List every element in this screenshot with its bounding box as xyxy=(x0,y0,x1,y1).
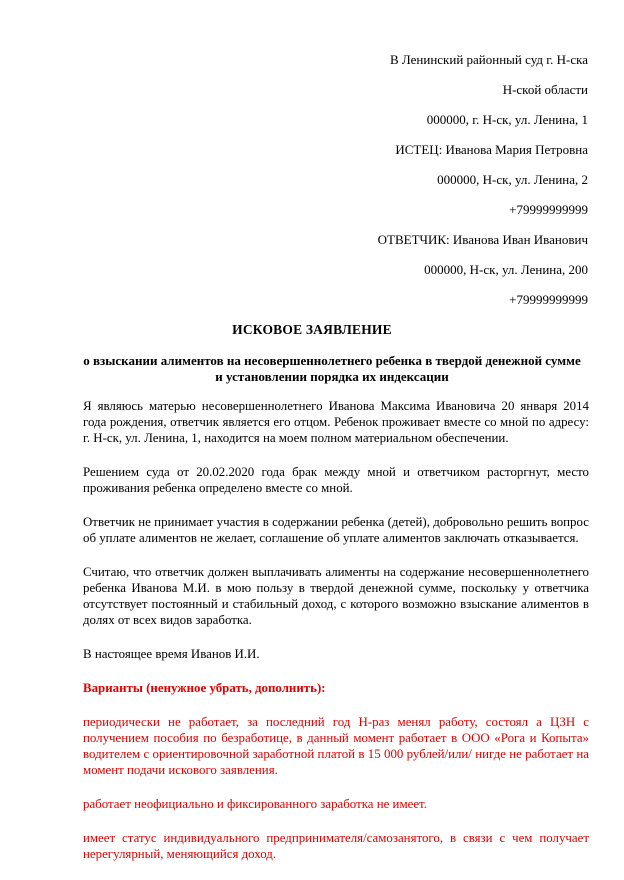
defendant-address: 000000, Н-ск, ул. Ленина, 200 xyxy=(424,262,588,277)
variants-heading: Варианты (ненужное убрать, дополнить): xyxy=(83,681,326,695)
subtitle-line-1: о взыскании алиментов на несовершеннолетнего ребенка в твердой денежной сумме xyxy=(83,353,581,368)
paragraph-fixed-sum-claim: Считаю, что ответчик должен выплачивать алименты на содержание несовершеннолетнего ребенка Иванова М.И. в мою пользу в твердой денежной сумме, поскольку у ответчика отсутствует постоянный и стабильный доход, с которого возможно взыскание алиментов в долях от всех видов заработка. xyxy=(83,565,589,627)
document-body xyxy=(83,398,589,880)
subtitle-line-2: и установлении порядка их индексации xyxy=(215,369,449,384)
paragraph-divorce: Решением суда от 20.02.2020 года брак между мной и ответчиком расторгнут, место проживания ребенка определено вместе со мной. xyxy=(83,465,589,495)
plaintiff-name: ИСТЕЦ: Иванова Мария Петровна xyxy=(395,142,588,157)
variant-entrepreneur: имеет статус индивидуального предпринимателя/самозанятого, в связи с чем получает нерегулярный, меняющийся доход. xyxy=(83,831,589,861)
court-region: Н-ской области xyxy=(502,82,588,97)
variant-periodic-work: периодически не работает, за последний год Н-раз менял работу, состоял а ЦЗН с получением пособия по безработице, в данный момент работает в ООО «Рога и Копыта» водителем с ориентировочной заработной платой в 15 000 рублей/или/ нигде не работает на момент подачи искового заявления. xyxy=(83,715,589,777)
defendant-name: ОТВЕТЧИК: Иванова Иван Иванович xyxy=(377,232,588,247)
defendant-phone: +79999999999 xyxy=(509,292,588,307)
paragraph-current-status: В настоящее время Иванов И.И. xyxy=(83,647,260,661)
document-subtitle xyxy=(60,353,604,385)
variant-unofficial-work: работает неофициально и фиксированного заработка не имеет. xyxy=(83,797,427,811)
document-title: ИСКОВОЕ ЗАЯВЛЕНИЕ xyxy=(232,322,392,337)
plaintiff-address: 000000, Н-ск, ул. Ленина, 2 xyxy=(437,172,588,187)
plaintiff-phone: +79999999999 xyxy=(509,202,588,217)
addressee-block xyxy=(378,52,588,322)
paragraph-mother-statement: Я являюсь матерью несовершеннолетнего Иванова Максима Ивановича 20 января 2014 года рождения, ответчик является его отцом. Ребенок проживает вместе со мной по адресу: г. Н-ск, ул. Ленина, 1, находится на моем полном материальном обеспечении. xyxy=(83,399,589,445)
paragraph-no-support: Ответчик не принимает участия в содержании ребенка (детей), добровольно решить вопрос об уплате алиментов не желает, соглашение об уплате алиментов заключать отказывается. xyxy=(83,515,589,545)
court-address: 000000, г. Н-ск, ул. Ленина, 1 xyxy=(426,112,588,127)
court-name: В Ленинский районный суд г. Н-ска xyxy=(389,52,588,67)
